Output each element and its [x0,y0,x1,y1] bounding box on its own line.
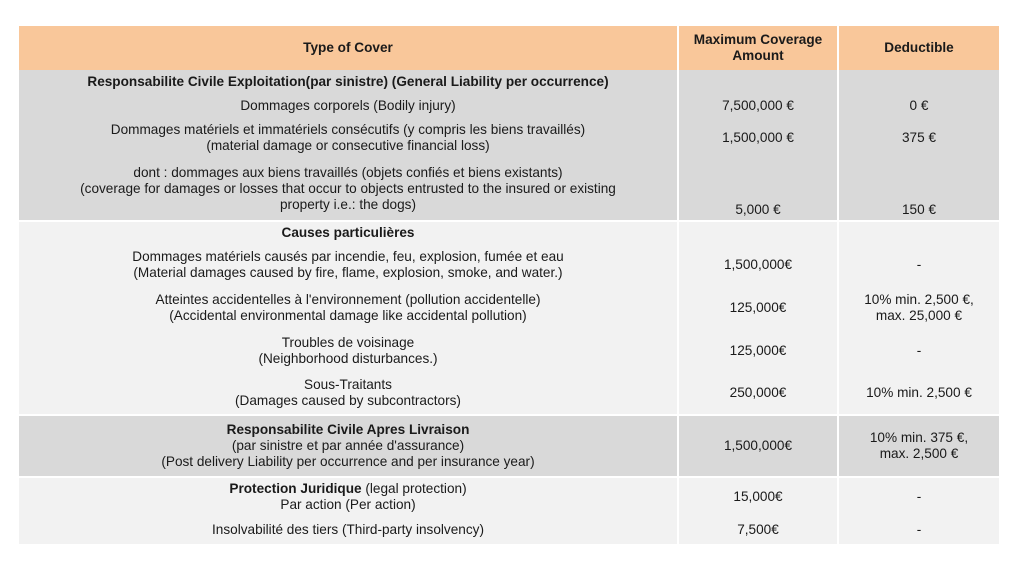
deductible-value: - [839,330,999,372]
cover-description [19,118,679,158]
description-line: Sous-Traitants [304,377,392,392]
cover-description [19,286,679,330]
empty-cell [679,70,839,94]
table-row [19,244,999,286]
deductible-value [839,286,999,330]
empty-cell [839,70,999,94]
description-line: (coverage for damages or losses that occur to objects entrusted to the insured or existing [80,181,616,196]
special-causes-title: Causes particulières [19,220,679,244]
cover-description [19,476,679,516]
coverage-amount: 5,000 € [679,158,839,220]
legal-protection-row [19,476,999,516]
deductible-value [839,414,999,476]
deductible-value: - [839,244,999,286]
table-row [19,330,999,372]
table-row [19,118,999,158]
cover-description [19,372,679,414]
table-row [19,94,999,118]
description-line: Troubles de voisinage [281,335,415,350]
header-max-coverage: Maximum Coverage Amount [679,26,839,70]
description-line: (Post delivery Liability per occurrence and per insurance year) [161,454,535,469]
post-delivery-row [19,414,999,476]
cover-description [19,414,679,476]
description-line: (Neighborhood disturbances.) [258,351,438,366]
coverage-amount: 7,500,000 € [679,94,839,118]
description-line: (Accidental environmental damage like accidental pollution) [169,308,527,323]
header-type-of-cover: Type of Cover [19,26,679,70]
coverage-amount: 125,000€ [679,286,839,330]
deductible-line: 10% min. 375 €, [869,430,969,445]
insolvency-row [19,516,999,544]
general-liability-title-row [19,70,999,94]
coverage-amount: 125,000€ [679,330,839,372]
coverage-amount: 250,000€ [679,372,839,414]
post-delivery-title: Responsabilite Civile Apres Livraison [226,422,470,437]
description-line: property i.e.: the dogs) [279,197,416,212]
description-line: (Damages caused by subcontractors) [235,393,461,408]
description-line: (material damage or consecutive financial loss) [206,138,490,153]
legal-protection-title-rest: (legal protection) [361,481,467,496]
table-row [19,372,999,414]
deductible-line: 10% min. 2,500 €, [864,292,974,307]
deductible-value: - [839,516,999,544]
cover-description: Insolvabilité des tiers (Third-party insolvency) [19,516,679,544]
cover-description [19,158,679,220]
table-row [19,286,999,330]
coverage-amount: 7,500€ [679,516,839,544]
general-liability-title: Responsabilite Civile Exploitation(par sinistre) (General Liability per occurrence) [19,70,679,94]
cover-description: Dommages corporels (Bodily injury) [19,94,679,118]
cover-description [19,330,679,372]
deductible-value: 150 € [839,158,999,220]
coverage-amount: 1,500,000€ [679,414,839,476]
legal-protection-title-bold: Protection Juridique [229,481,362,496]
description-line: Par action (Per action) [280,497,416,512]
coverage-amount: 15,000€ [679,476,839,516]
description-line: (par sinistre et par année d'assurance) [231,438,465,453]
description-line: dont : dommages aux biens travaillés (objets confiés et biens existants) [133,165,563,180]
deductible-value: 375 € [839,118,999,158]
empty-cell [839,220,999,244]
table-row [19,158,999,220]
empty-cell [679,220,839,244]
deductible-value: - [839,476,999,516]
deductible-value: 0 € [839,94,999,118]
coverage-table [19,26,999,544]
header-deductible: Deductible [839,26,999,70]
special-causes-title-row [19,220,999,244]
deductible-value: 10% min. 2,500 € [839,372,999,414]
deductible-line: max. 2,500 € [879,446,959,461]
description-line: Dommages matériels causés par incendie, feu, explosion, fumée et eau [132,249,564,264]
coverage-amount: 1,500,000€ [679,244,839,286]
legal-protection-title [25,481,671,497]
coverage-amount: 1,500,000 € [679,118,839,158]
description-line: (Material damages caused by fire, flame, explosion, smoke, and water.) [133,265,563,280]
header-row [19,26,999,70]
description-line: Atteintes accidentelles à l'environnement (pollution accidentelle) [155,292,541,307]
deductible-line: max. 25,000 € [875,308,963,323]
description-line: Dommages matériels et immatériels consécutifs (y compris les biens travaillés) [110,122,586,137]
cover-description [19,244,679,286]
